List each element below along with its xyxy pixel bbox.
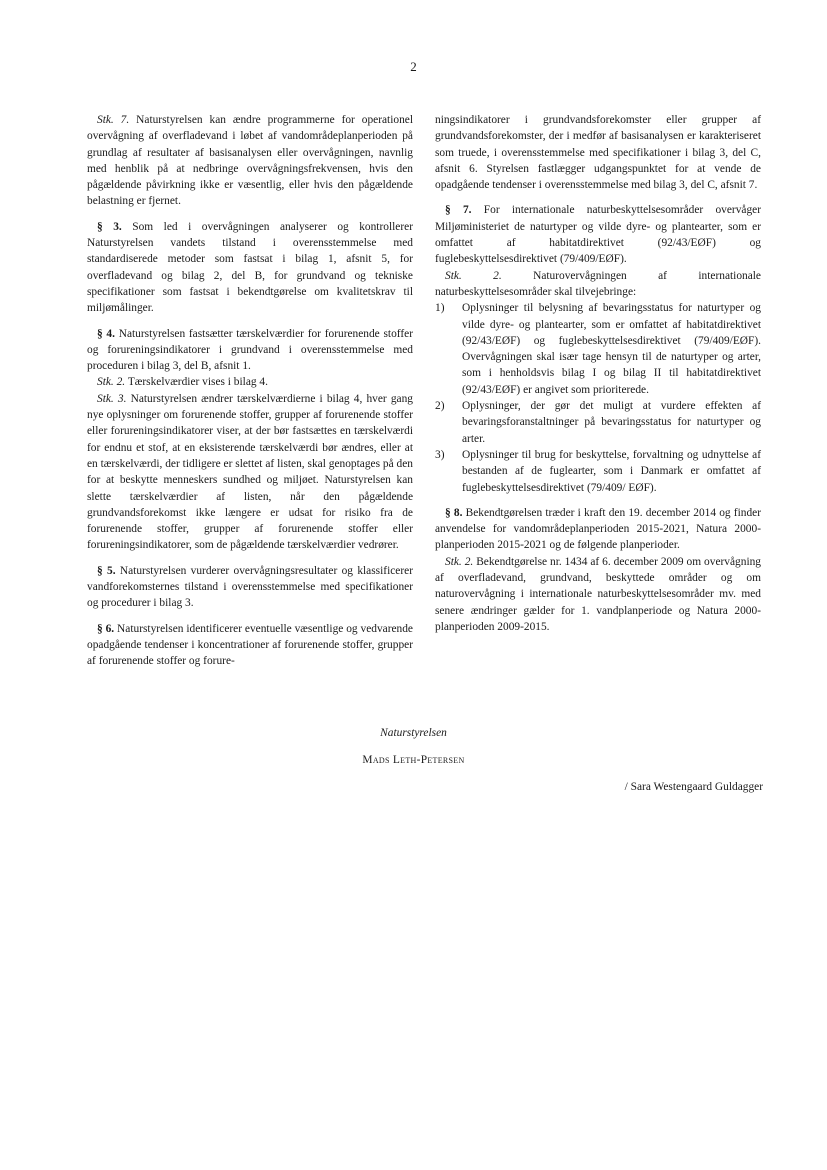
paragraph-text: Naturstyrelsen vurderer overvågningsresultater og klassificerer vandforekomsternes tilstand i overensstemmelse med specifikationer og procedurer i bilag 3.: [87, 564, 413, 610]
list-item-text: Oplysninger, der gør det muligt at vurdere effekten af bevaringsforanstaltninger på bevaringsstatus for naturtyper og arter.: [462, 400, 761, 445]
section-label: § 6.: [97, 622, 115, 635]
paragraph: [87, 391, 413, 554]
paragraph-text: ningsindikatorer i grundvandsforekomster eller grupper af grundvandsforekomster, der i medfør af basisanalysen er karakteriseret som truede, i overensstemmelse med specifikationer i bilag 3, del C, afsnit 6. Styrelsen fastlægger udgangspunktet for at vende de opadgående tendenser i overensstemmelse med bilag 3, del C, afsnit 7.: [435, 114, 761, 192]
stk-label: Stk. 3.: [97, 392, 127, 405]
section-paragraph: [87, 219, 413, 317]
paragraph-text: Bekendtgørelse nr. 1434 af 6. december 2009 om overvågning af overfladevand, grundvand, beskyttede områder og om naturovervågning i internationale naturbeskyttelsesområder mv. med senere ændringer gælder for 1. vandplanperiode og Natura 2000-planperioden 2009-2015.: [435, 555, 761, 633]
section-label: § 3.: [97, 220, 122, 233]
section-paragraph: [87, 563, 413, 612]
paragraph: [87, 374, 413, 390]
paragraph-gap: [87, 317, 413, 326]
paragraph-gap: [87, 612, 413, 621]
paragraph-gap: [87, 210, 413, 219]
paragraph: [87, 112, 413, 210]
list-item: [435, 300, 761, 398]
paragraph-text: Naturstyrelsen ændrer tærskelværdierne i bilag 4, hver gang nye oplysninger om forurenende stoffer, grupper af forurenende stoffer eller forureningsindikatorer viser, at der bør fastsættes en tærskelværdi for endnu et stof, at en eksisterende tærskelværdi bør ændres, eller at en tærskelværdi, der tidligere er slettet af listen, skal genoptages på den for at beskytte menneskers sundhed og miljøet. Naturstyrelsen kan slette tærskelværdier af listen, når den pågældende grundvandsforekomst ikke længere er udsat for risiko fra de forurenende stoffer, grupper af forurenende stoffer eller forureningsindikatorer, som de pågældende tærskelværdier vedrører.: [87, 392, 413, 552]
section-paragraph: [435, 202, 761, 267]
list-item-number: 2): [435, 400, 445, 413]
list-item-number: 3): [435, 448, 445, 461]
paragraph: [435, 268, 761, 301]
paragraph: [435, 554, 761, 635]
paragraph-gap: [435, 193, 761, 202]
paragraph: [435, 112, 761, 193]
paragraph-text: Tærskelværdier vises i bilag 4.: [127, 376, 268, 389]
stk-label: Stk. 7.: [97, 114, 130, 126]
list-item-text: Oplysninger til belysning af bevaringsstatus for naturtyper og vilde dyre- og plantearter, som er omfattet af habitatdirektivet (92/43/EØF) og fuglebeskyttelsesdirektivet (79/409/EØF). Overvågningen skal især tage hensyn til de naturtyper og arter, som i henholdsvis bilag I og bilag II til habitatdirektivet (92/43/EØF) er angivet som prioriterede.: [462, 302, 761, 396]
list-item-number: 1): [435, 302, 445, 315]
stk-label: Stk. 2.: [445, 269, 502, 282]
signature-name: Mads Leth-Petersen: [362, 754, 465, 766]
paragraph-text: Naturstyrelsen identificerer eventuelle væsentlige og vedvarende opadgående tendenser i koncentrationer af forurenende stoffer, grupper af forurenende stoffer og forure-: [87, 622, 413, 668]
section-label: § 5.: [97, 564, 116, 577]
section-paragraph: [87, 621, 413, 670]
paragraph-text: Som led i overvågningen analyserer og kontrollerer Naturstyrelsen vandets tilstand i overensstemmelse med standardiserede metoder som fastsat i bilag 1, afsnit 5, for overfladevand og bilag 2, del B, for grundvand og tekniske specifikationer som fastsat i bekendtgørelse om kvalitetskrav til miljømålinger.: [87, 220, 413, 315]
section-label: § 7.: [445, 204, 472, 217]
page-number: 2: [410, 59, 417, 74]
section-paragraph: [87, 326, 413, 375]
stk-label: Stk. 2.: [97, 376, 126, 389]
paragraph-text: Bekendtgørelsen træder i kraft den 19. december 2014 og finder anvendelse for vandområdeplanperioden 2015-2021, Natura 2000-planperioden 2015-2021 og de følgende planperioder.: [435, 506, 761, 552]
stk-label: Stk. 2.: [445, 555, 474, 568]
paragraph-text: Naturstyrelsen kan ændre programmerne for operationel overvågning af overfladevand i løbet af vandområdeplanperioden på grundlag af resultater af basisanalysen eller overvågningen, navnlig med henblik på at nedbringe overvågningsfrekvensen, hvis den pågældende påvirkning ikke er væsentlig, eller hvis den pågældende belastning er fjernet.: [87, 114, 414, 208]
section-paragraph: [435, 505, 761, 554]
paragraph-text: For internationale naturbeskyttelsesområder overvåger Miljøministeriet de naturtyper og vilde dyre- og plantearter, som er omfattet af habitatdirektivet (92/43/EØF) og fuglebeskyttelsesdirektivet (79/409/EØF).: [435, 204, 761, 266]
paragraph-text: Naturovervågningen af internationale naturbeskyttelsesområder skal tilvejebringe:: [435, 269, 761, 298]
right-column: [435, 112, 761, 635]
paragraph-gap: [435, 496, 761, 505]
signature-agency: Naturstyrelsen: [380, 727, 447, 739]
list-item: [435, 398, 761, 447]
paragraph-text: Naturstyrelsen fastsætter tærskelværdier for forurenende stoffer og forureningsindikatorer i grundvand i overensstemmelse med proceduren i bilag 3, del B, afsnit 1.: [87, 327, 413, 373]
section-label: § 4.: [97, 327, 115, 340]
numbered-list: [435, 300, 761, 496]
signature-clerk: / Sara Westengaard Guldagger: [624, 781, 763, 793]
section-label: § 8.: [445, 506, 463, 519]
paragraph-gap: [87, 554, 413, 563]
list-item: [435, 447, 761, 496]
left-column: [87, 112, 413, 670]
list-item-text: Oplysninger til brug for beskyttelse, forvaltning og udnyttelse af bestanden af de fuglearter, som i Danmark er omfattet af fuglebeskyttelsesdirektivet (79/409/ EØF).: [462, 448, 761, 494]
